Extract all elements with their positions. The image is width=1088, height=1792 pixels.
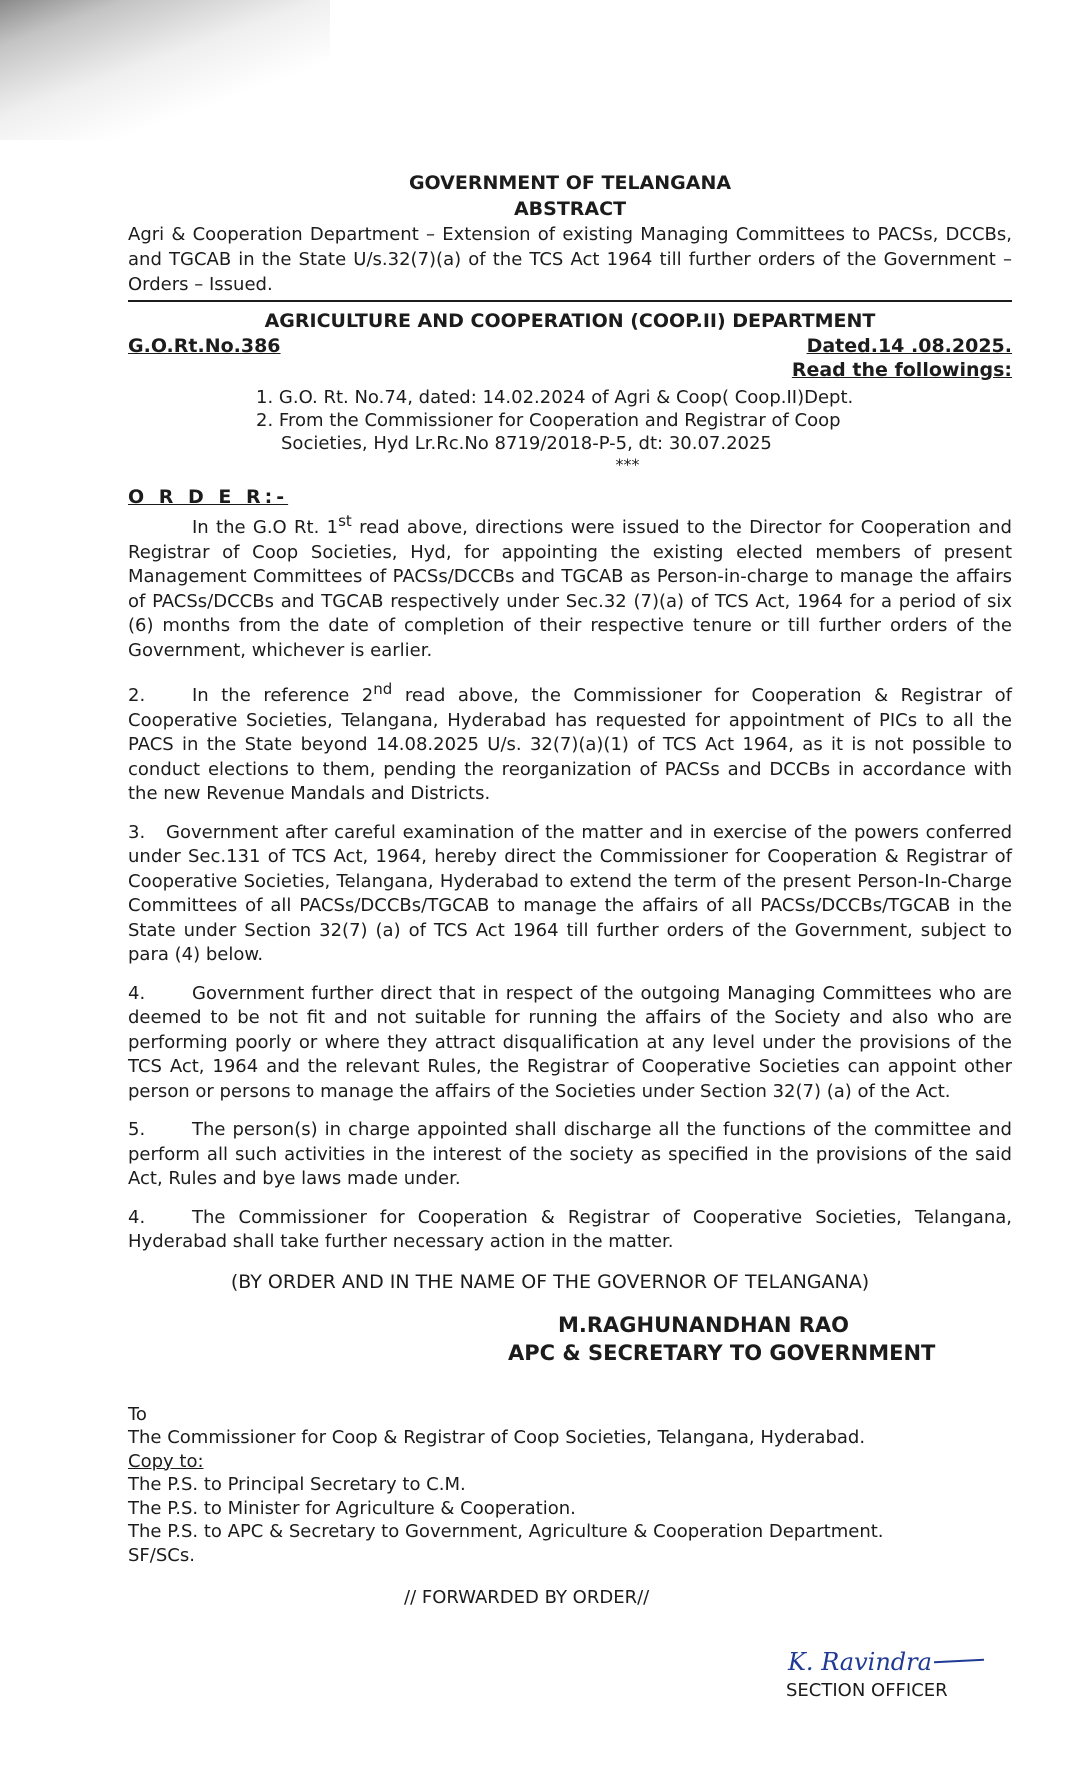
paragraph-6: 4. The Commissioner for Cooperation & Registrar of Cooperative Societies, Telangana, Hyderabad shall take further necessary action in the matter.	[128, 1206, 1012, 1252]
signatory-block	[508, 1311, 1012, 1367]
copy-item: The P.S. to Principal Secretary to C.M.	[128, 1474, 466, 1495]
paragraph-4: 4. Government further direct that in respect of the outgoing Managing Committees who are deemed to be not fit and not suitable for running the affairs of the Society and also who are performing poorly or where they attract disqualification at any level under the provisions of the TCS Act, 1964 and the relevant Rules, the Registrar of Cooperative Societies can appoint other person or persons to manage the affairs of the Societies under Section 32(7) (a) of the Act.	[128, 982, 1012, 1102]
forwarded-by-order: // FORWARDED BY ORDER//	[404, 1587, 650, 1608]
copy-item: SF/SCs.	[128, 1544, 195, 1566]
department-title: AGRICULTURE AND COOPERATION (COOP.II) DEPARTMENT	[264, 310, 876, 332]
signatory-name: M.RAGHUNANDHAN RAO	[558, 1312, 849, 1337]
reference-1: 1. G.O. Rt. No.74, dated: 14.02.2024 of Agri & Coop( Coop.II)Dept.	[256, 387, 854, 408]
read-followings-label: Read the followings:	[791, 359, 1012, 381]
copy-item: The P.S. to APC & Secretary to Government, Agriculture & Cooperation Department.	[128, 1521, 884, 1542]
reference-2: 2. From the Commissioner for Cooperation and Registrar of Coop	[256, 410, 841, 431]
paragraph-5: 5. The person(s) in charge appointed shall discharge all the functions of the committee and perform all such activities in the interest of the society as specified in the provisions of the said Act, Rules and bye laws made under.	[128, 1119, 1012, 1189]
scan-shadow	[0, 0, 330, 140]
to-label: To	[128, 1403, 147, 1425]
copy-to-label: Copy to:	[128, 1450, 204, 1472]
section-officer-label: SECTION OFFICER	[786, 1680, 948, 1701]
signatory-designation: APC & SECRETARY TO GOVERNMENT	[508, 1340, 936, 1365]
go-number-row	[128, 334, 1012, 358]
signature-stroke	[934, 1659, 984, 1664]
order-heading: O R D E R:-	[128, 486, 289, 508]
go-number: G.O.Rt.No.386	[128, 335, 281, 357]
reference-2-continued: Societies, Hyd Lr.Rc.No 8719/2018-P-5, dt: 30.07.2025	[281, 433, 772, 454]
distribution-list	[128, 1403, 1012, 1568]
separator-stars: ***	[615, 455, 640, 474]
by-order-line: (BY ORDER AND IN THE NAME OF THE GOVERNOR OF TELANGANA)	[230, 1270, 870, 1293]
abstract-text: Agri & Cooperation Department – Extension of existing Managing Committees to PACSs, DCCBs, and TGCAB in the State U/s.32(7)(a) of the TCS Act 1964 till further orders of the Government – Orders – Issued.	[128, 222, 1012, 302]
abstract-label: ABSTRACT	[513, 198, 627, 220]
references-list	[256, 386, 1012, 455]
paragraph-2: 2. In the reference 2nd read above, the Commissioner for Cooperation & Registrar of Cooperative Societies, Telangana, Hyderabad has requested for appointment of PICs to all the PACS in the State beyond 14.08.2025 U/s. 32(7)(a)(1) of TCS Act 1964, as it is not possible to conduct elections to them, pending the reorganization of PACSs and DCCBs in accordance with the new Revenue Mandals and Districts.	[128, 680, 1012, 804]
paragraph-3: 3. Government after careful examination of the matter and in exercise of the powers conferred under Sec.131 of TCS Act, 1964, hereby direct the Commissioner for Cooperation & Registrar of Cooperative Societies, Telangana, Hyderabad to extend the term of the present Person-In-Charge Committees of all PACSs/DCCBs/TGCAB to manage the affairs of all PACSs/DCCBs/TGCAB in the State under Section 32(7) (a) of TCS Act 1964 till further orders of the Government, subject to para (4) below.	[128, 821, 1012, 965]
government-title: GOVERNMENT OF TELANGANA	[408, 172, 732, 194]
paragraph-1: In the G.O Rt. 1st read above, directions were issued to the Director for Cooperation and Registrar of Coop Societies, Hyd, for appointing the existing elected members of present Management Committees of PACSs/DCCBs and TGCAB as Person-in-charge to manage the affairs of PACSs/DCCBs and TGCAB respectively under Sec.32 (7)(a) of TCS Act, 1964 for a period of six (6) months from the date of completion of their respective tenure or till further orders of the Government, whichever is earlier.	[128, 512, 1012, 661]
copy-item: The P.S. to Minister for Agriculture & Cooperation.	[128, 1497, 576, 1519]
to-recipient: The Commissioner for Coop & Registrar of Coop Societies, Telangana, Hyderabad.	[128, 1427, 866, 1448]
go-date: Dated.14 .08.2025.	[806, 335, 1012, 357]
government-order-document	[128, 170, 1012, 1608]
section-officer-signature: K. Ravindra	[788, 1648, 932, 1676]
